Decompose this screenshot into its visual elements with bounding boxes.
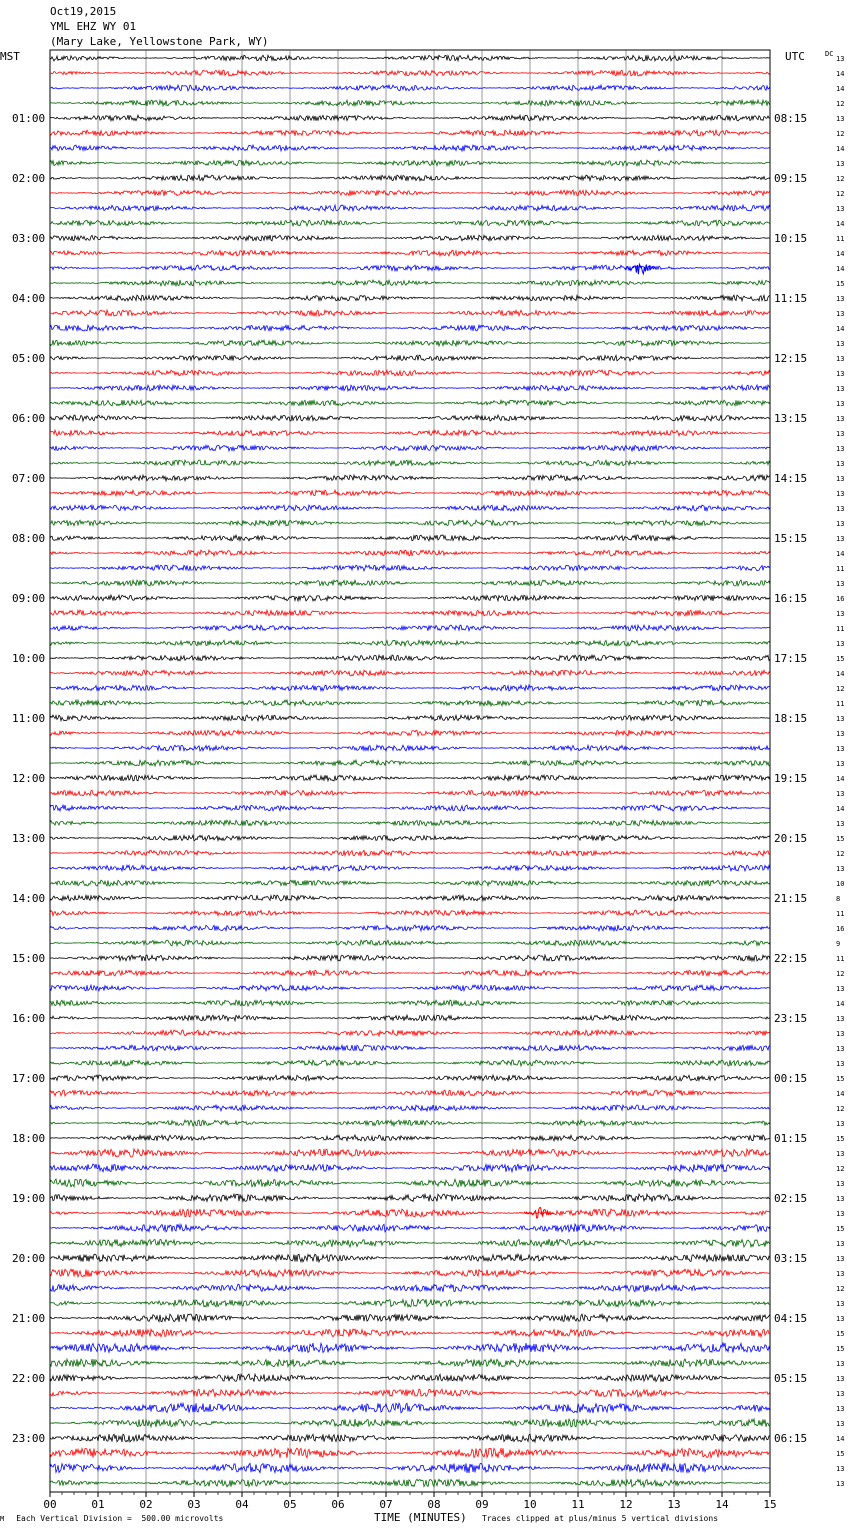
footer-mark: M	[0, 1515, 5, 1523]
trace-48	[50, 775, 770, 781]
dc-offset: 12	[836, 970, 845, 978]
trace-85	[50, 1329, 770, 1337]
dc-offset: 13	[836, 1255, 845, 1263]
dc-offset: 11	[836, 700, 845, 708]
dc-offset: 12	[836, 685, 845, 693]
trace-79	[50, 1239, 770, 1247]
right-hour-label: 01:15	[774, 1132, 808, 1145]
right-hour-label: 13:15	[774, 412, 808, 425]
dc-offset: 12	[836, 1285, 845, 1293]
trace-83	[50, 1299, 770, 1307]
trace-9	[50, 190, 770, 196]
dc-offset: 13	[836, 1240, 845, 1248]
dc-offset: 13	[836, 295, 845, 303]
x-tick-label: 01	[91, 1498, 105, 1511]
trace-47	[50, 760, 770, 766]
trace-12	[50, 235, 770, 241]
x-tick-label: 12	[619, 1498, 633, 1511]
dc-offset: 13	[836, 730, 845, 738]
right-hour-labels	[774, 112, 807, 1445]
left-hour-label: 08:00	[12, 532, 46, 545]
trace-84	[50, 1314, 770, 1322]
trace-66	[50, 1045, 770, 1051]
right-hour-label: 21:15	[774, 892, 808, 905]
right-hour-label: 20:15	[774, 832, 808, 845]
trace-36	[50, 595, 770, 601]
dc-offset: 14	[836, 1000, 845, 1008]
x-tick-label: 15	[763, 1498, 777, 1511]
dc-offset: 13	[836, 310, 845, 318]
x-tick-label: 11	[571, 1498, 585, 1511]
trace-63	[50, 1000, 770, 1006]
x-tick-label: 04	[235, 1498, 249, 1511]
trace-23	[50, 400, 770, 406]
dc-offset: 13	[836, 1120, 845, 1128]
grid	[50, 50, 770, 1492]
dc-offset: 13	[836, 760, 845, 768]
x-tick-label: 00	[43, 1498, 57, 1511]
trace-2	[50, 85, 770, 91]
right-hour-label: 23:15	[774, 1012, 808, 1025]
right-hour-label: 06:15	[774, 1432, 808, 1445]
dc-offset: 14	[836, 70, 845, 78]
trace-33	[50, 550, 770, 556]
dc-offset: 13	[836, 1315, 845, 1323]
trace-27	[50, 460, 770, 466]
left-hour-label: 20:00	[12, 1252, 46, 1265]
right-hour-label: 14:15	[774, 472, 808, 485]
trace-16	[50, 295, 770, 301]
trace-3	[50, 100, 770, 106]
trace-21	[50, 370, 770, 376]
dc-offset: 9	[836, 940, 841, 948]
dc-offset: 13	[836, 745, 845, 753]
right-hour-label: 15:15	[774, 532, 808, 545]
left-hour-label: 18:00	[12, 1132, 46, 1145]
dc-offset: 15	[836, 1135, 845, 1143]
scale-note: Each Vertical Division = 500.00 microvolts	[16, 1514, 224, 1523]
dc-offset: 13	[836, 490, 845, 498]
right-hour-label: 02:15	[774, 1192, 808, 1205]
trace-65	[50, 1030, 770, 1036]
trace-60	[50, 955, 770, 961]
trace-95	[50, 1479, 770, 1487]
right-hour-label: 16:15	[774, 592, 808, 605]
trace-32	[50, 535, 770, 541]
left-hour-label: 23:00	[12, 1432, 46, 1445]
plot-frame	[50, 50, 770, 1492]
dc-offset: 13	[836, 1180, 845, 1188]
dc-offset: 15	[836, 1345, 845, 1353]
trace-71	[50, 1120, 770, 1126]
dc-offset: 15	[836, 835, 845, 843]
dc-offset: 13	[836, 1375, 845, 1383]
trace-5	[50, 130, 770, 136]
dc-offset: 13	[836, 865, 845, 873]
trace-26	[50, 445, 770, 451]
dc-offset: 13	[836, 460, 845, 468]
trace-73	[50, 1149, 770, 1157]
x-tick-label: 05	[283, 1498, 297, 1511]
right-hour-label: 08:15	[774, 112, 808, 125]
trace-72	[50, 1135, 770, 1141]
left-hour-label: 15:00	[12, 952, 46, 965]
left-hour-label: 22:00	[12, 1372, 46, 1385]
left-hour-label: 05:00	[12, 352, 46, 365]
left-hour-label: 11:00	[12, 712, 46, 725]
dc-offset: 13	[836, 160, 845, 168]
trace-93	[50, 1448, 770, 1458]
left-hour-label: 01:00	[12, 112, 46, 125]
dc-offset: 14	[836, 1090, 845, 1098]
dc-label: DC	[825, 50, 834, 58]
dc-offset: 11	[836, 625, 845, 633]
x-axis	[43, 1492, 776, 1511]
left-hour-label: 06:00	[12, 412, 46, 425]
dc-offset: 14	[836, 145, 845, 153]
trace-86	[50, 1343, 770, 1353]
trace-31	[50, 520, 770, 526]
trace-6	[50, 145, 770, 151]
dc-offset: 16	[836, 595, 845, 603]
trace-57	[50, 910, 770, 916]
right-hour-label: 19:15	[774, 772, 808, 785]
trace-20	[50, 355, 770, 361]
dc-offset: 11	[836, 910, 845, 918]
dc-offset: 12	[836, 190, 845, 198]
trace-43	[50, 700, 770, 706]
x-tick-label: 13	[667, 1498, 681, 1511]
trace-49	[50, 790, 770, 796]
dc-offset: 14	[836, 550, 845, 558]
left-timezone-label: MST	[0, 50, 20, 63]
trace-52	[50, 835, 770, 841]
clip-note: Traces clipped at plus/minus 5 vertical divisions	[482, 1514, 719, 1523]
dc-offset: 12	[836, 1165, 845, 1173]
trace-17	[50, 310, 770, 316]
dc-offset: 13	[836, 1210, 845, 1218]
right-timezone-label: UTC	[785, 50, 805, 63]
trace-59	[50, 940, 770, 946]
trace-78	[50, 1224, 770, 1232]
trace-62	[50, 985, 770, 991]
dc-offset: 14	[836, 250, 845, 258]
trace-38	[50, 625, 770, 631]
trace-67	[50, 1060, 770, 1066]
dc-offset: 16	[836, 925, 845, 933]
dc-offset: 15	[836, 280, 845, 288]
trace-1	[50, 70, 770, 76]
right-hour-label: 10:15	[774, 232, 808, 245]
dc-offset: 13	[836, 1195, 845, 1203]
trace-75	[50, 1179, 770, 1187]
dc-offset: 14	[836, 805, 845, 813]
trace-51	[50, 820, 770, 826]
left-hour-label: 10:00	[12, 652, 46, 665]
dc-offset: 13	[836, 445, 845, 453]
left-hour-label: 03:00	[12, 232, 46, 245]
trace-54	[50, 865, 770, 871]
dc-offset: 13	[836, 1015, 845, 1023]
trace-37	[50, 610, 770, 616]
dc-offset: 15	[836, 1225, 845, 1233]
dc-offset: 13	[836, 1465, 845, 1473]
left-hour-label: 02:00	[12, 172, 46, 185]
dc-offset: 13	[836, 1480, 845, 1488]
trace-94	[50, 1463, 770, 1473]
right-hour-label: 05:15	[774, 1372, 808, 1385]
dc-offset: 13	[836, 790, 845, 798]
dc-offset: 13	[836, 430, 845, 438]
dc-offset: 13	[836, 385, 845, 393]
trace-22	[50, 385, 770, 391]
left-hour-label: 16:00	[12, 1012, 46, 1025]
left-hour-label: 07:00	[12, 472, 46, 485]
trace-19	[50, 340, 770, 346]
trace-81	[50, 1269, 770, 1277]
dc-offset: 13	[836, 115, 845, 123]
dc-offset: 11	[836, 235, 845, 243]
dc-offset: 13	[836, 370, 845, 378]
trace-10	[50, 205, 770, 211]
dc-offset: 13	[836, 580, 845, 588]
trace-25	[50, 430, 770, 436]
footer-scale	[0, 1514, 223, 1523]
dc-offset: 13	[836, 1150, 845, 1158]
trace-68	[50, 1075, 770, 1081]
dc-offset: 8	[836, 895, 841, 903]
location-label: (Mary Lake, Yellowstone Park, WY)	[50, 35, 269, 48]
dc-offset: 14	[836, 1435, 845, 1443]
left-hour-label: 14:00	[12, 892, 46, 905]
dc-offset: 13	[836, 535, 845, 543]
dc-offset: 12	[836, 130, 845, 138]
dc-offset: 13	[836, 415, 845, 423]
trace-45	[50, 730, 770, 736]
dc-offset: 13	[836, 1405, 845, 1413]
dc-offset: 14	[836, 670, 845, 678]
left-hour-label: 13:00	[12, 832, 46, 845]
dc-offset: 15	[836, 655, 845, 663]
dc-offset: 13	[836, 1030, 845, 1038]
dc-offset: 13	[836, 1360, 845, 1368]
dc-offset: 13	[836, 400, 845, 408]
trace-50	[50, 805, 770, 811]
dc-offset: 15	[836, 1075, 845, 1083]
trace-24	[50, 415, 770, 421]
left-hour-labels	[12, 112, 45, 1445]
trace-76	[50, 1194, 770, 1202]
dc-offset: 13	[836, 475, 845, 483]
dc-offset: 13	[836, 505, 845, 513]
x-tick-label: 03	[187, 1498, 201, 1511]
trace-28	[50, 475, 770, 481]
right-hour-label: 11:15	[774, 292, 808, 305]
trace-39	[50, 640, 770, 646]
trace-53	[50, 850, 770, 856]
left-hour-label: 04:00	[12, 292, 46, 305]
trace-4	[50, 115, 770, 121]
trace-56	[50, 895, 770, 901]
trace-40	[50, 655, 770, 661]
trace-82	[50, 1284, 770, 1292]
x-tick-label: 14	[715, 1498, 729, 1511]
dc-offset: 13	[836, 1270, 845, 1278]
right-hour-label: 18:15	[774, 712, 808, 725]
dc-offset: 10	[836, 880, 845, 888]
dc-offset: 11	[836, 955, 845, 963]
x-tick-label: 10	[523, 1498, 537, 1511]
dc-offset: 13	[836, 820, 845, 828]
trace-46	[50, 745, 770, 751]
dc-offset: 13	[836, 55, 845, 63]
trace-58	[50, 925, 770, 931]
dc-offset: 14	[836, 85, 845, 93]
x-tick-label: 06	[331, 1498, 345, 1511]
trace-87	[50, 1359, 770, 1367]
trace-0	[50, 55, 770, 61]
trace-34	[50, 565, 770, 571]
right-hour-label: 09:15	[774, 172, 808, 185]
date-label: Oct19,2015	[50, 5, 117, 18]
trace-44	[50, 715, 770, 721]
dc-offset: 13	[836, 340, 845, 348]
trace-55	[50, 880, 770, 886]
trace-13	[50, 250, 770, 256]
right-hour-label: 22:15	[774, 952, 808, 965]
x-tick-label: 07	[379, 1498, 393, 1511]
dc-offset: 14	[836, 220, 845, 228]
dc-offset-labels	[836, 55, 844, 1488]
trace-41	[50, 670, 770, 676]
right-hour-label: 03:15	[774, 1252, 808, 1265]
right-hour-label: 17:15	[774, 652, 808, 665]
right-hour-label: 04:15	[774, 1312, 808, 1325]
x-tick-label: 02	[139, 1498, 153, 1511]
trace-77	[50, 1209, 770, 1217]
dc-offset: 13	[836, 1420, 845, 1428]
trace-64	[50, 1015, 770, 1021]
x-axis-title: TIME (MINUTES)	[374, 1511, 467, 1524]
dc-offset: 13	[836, 1390, 845, 1398]
dc-offset: 14	[836, 775, 845, 783]
trace-35	[50, 580, 770, 586]
traces	[50, 55, 770, 1487]
trace-80	[50, 1254, 770, 1262]
trace-14	[50, 265, 770, 271]
dc-offset: 13	[836, 1045, 845, 1053]
dc-offset: 11	[836, 565, 845, 573]
dc-offset: 13	[836, 610, 845, 618]
right-hour-label: 12:15	[774, 352, 808, 365]
dc-offset: 12	[836, 175, 845, 183]
dc-offset: 12	[836, 850, 845, 858]
dc-offset: 13	[836, 715, 845, 723]
trace-89	[50, 1389, 770, 1397]
dc-offset: 15	[836, 1450, 845, 1458]
left-hour-label: 17:00	[12, 1072, 46, 1085]
trace-15	[50, 280, 770, 286]
dc-offset: 14	[836, 325, 845, 333]
dc-offset: 13	[836, 640, 845, 648]
trace-90	[50, 1403, 770, 1413]
trace-11	[50, 220, 770, 226]
left-hour-label: 12:00	[12, 772, 46, 785]
trace-74	[50, 1164, 770, 1172]
trace-30	[50, 505, 770, 511]
trace-42	[50, 685, 770, 691]
left-hour-label: 19:00	[12, 1192, 46, 1205]
left-hour-label: 21:00	[12, 1312, 46, 1325]
dc-offset: 13	[836, 355, 845, 363]
station-label: YML EHZ WY 01	[50, 20, 137, 33]
dc-offset: 13	[836, 1300, 845, 1308]
dc-offset: 13	[836, 520, 845, 528]
dc-offset: 12	[836, 1105, 845, 1113]
trace-18	[50, 325, 770, 331]
trace-29	[50, 490, 770, 496]
x-tick-label: 09	[475, 1498, 489, 1511]
trace-69	[50, 1090, 770, 1096]
dc-offset: 14	[836, 265, 845, 273]
trace-7	[50, 160, 770, 166]
left-hour-label: 09:00	[12, 592, 46, 605]
right-hour-label: 00:15	[774, 1072, 808, 1085]
dc-offset: 13	[836, 1060, 845, 1068]
x-tick-label: 08	[427, 1498, 441, 1511]
dc-offset: 12	[836, 100, 845, 108]
dc-offset: 13	[836, 985, 845, 993]
trace-61	[50, 970, 770, 976]
trace-92	[50, 1434, 770, 1442]
trace-8	[50, 175, 770, 181]
dc-offset: 15	[836, 1330, 845, 1338]
trace-91	[50, 1419, 770, 1427]
dc-offset: 13	[836, 205, 845, 213]
trace-88	[50, 1374, 770, 1382]
trace-70	[50, 1105, 770, 1111]
